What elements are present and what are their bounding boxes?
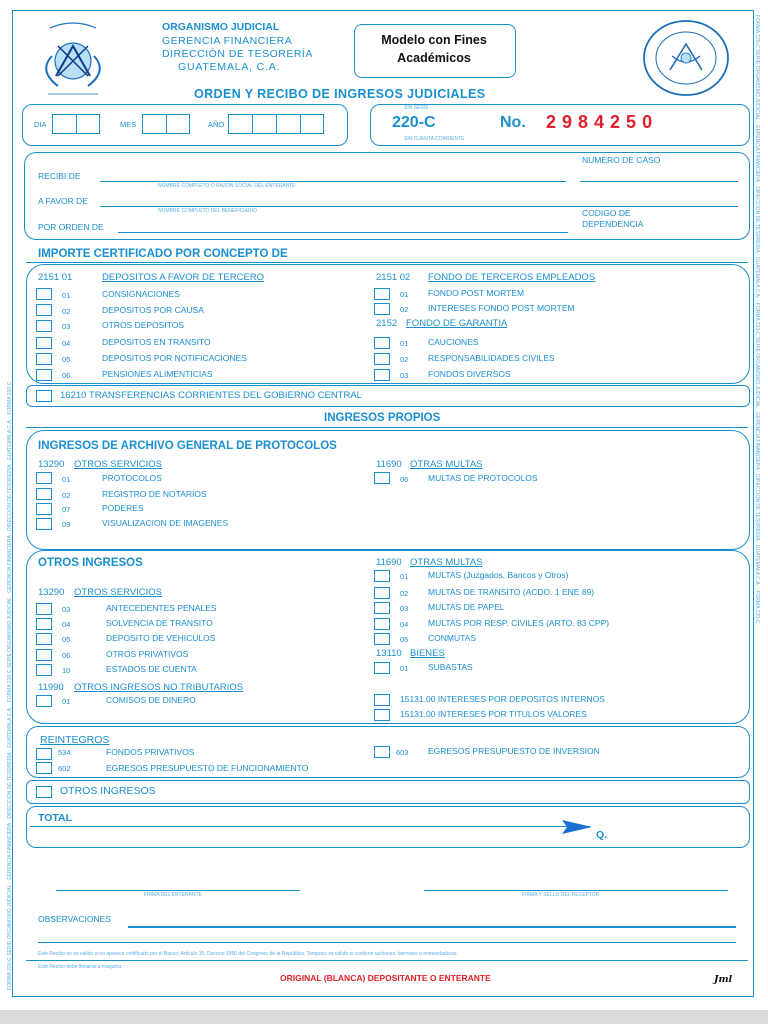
no-trib-code: 11990 bbox=[38, 682, 64, 693]
codigo-label-1: CODIGO DE bbox=[582, 208, 631, 218]
checkbox-conmutas[interactable] bbox=[374, 633, 390, 645]
item-multas-resp-civiles: MULTAS POR RESP. CIVILES (ARTO. 83 CPP) bbox=[428, 618, 610, 628]
checkbox-multas-resp-civiles[interactable] bbox=[374, 618, 390, 630]
total-rule bbox=[30, 826, 590, 827]
observaciones-line-1[interactable] bbox=[128, 926, 736, 928]
footer-rule bbox=[26, 960, 748, 961]
serie-label: SIN SERIE bbox=[404, 105, 429, 111]
item-intereses-post-mortem: INTERESES FONDO POST MORTEM bbox=[428, 303, 575, 313]
item-intereses-depositos: 15131.00 INTERESES POR DEPOSITOS INTERNOS bbox=[400, 694, 605, 704]
checkbox-depositos-notificaciones[interactable] bbox=[36, 353, 52, 365]
checkbox-pensiones[interactable] bbox=[36, 369, 52, 381]
day-field[interactable] bbox=[52, 114, 100, 134]
item-cauciones: CAUCIONES bbox=[428, 337, 479, 347]
reintegros-heading: REINTEGROS bbox=[40, 734, 110, 746]
item-fondos-privativos: FONDOS PRIVATIVOS bbox=[106, 747, 195, 757]
item-deposito-vehiculos: DEPOSITO DE VEHICULOS bbox=[106, 633, 216, 643]
right-microtext: FORMA 220-C SERIE ORGANISMO JUDICIAL · GERENCIA FINANCIERA · DIRECCION DE TESORERIA · GUATEMALA C.A. · FORMA 220-C SERIE ORGANISMO JUDICIAL · GERENCIA FINANCIERA · DIRECCION DE TESORERIA · GUATEMALA C.A. · FORMA 220-C bbox=[754, 15, 760, 624]
checkbox-multas-papel[interactable] bbox=[374, 602, 390, 614]
total-box bbox=[26, 806, 750, 848]
item-subastas: SUBASTAS bbox=[428, 662, 473, 672]
sin-cuenta-label: SIN CUENTA CORRIENTE bbox=[404, 136, 465, 142]
checkbox-antecedentes[interactable] bbox=[36, 603, 52, 615]
archivo-right-code: 11690 bbox=[376, 459, 402, 470]
receipt-number: 2984250 bbox=[546, 112, 659, 132]
model-line-1: Modelo con Fines bbox=[381, 33, 487, 47]
checkbox-fondos-diversos[interactable] bbox=[374, 369, 390, 381]
day-label: DIA bbox=[34, 120, 47, 129]
form-title: ORDEN Y RECIBO DE INGRESOS JUDICIALES bbox=[194, 87, 486, 101]
footer-note-2: Este Recibo debe llenarse a maquina. bbox=[38, 964, 123, 970]
item-visualizacion: VISUALIZACION DE IMAGENES bbox=[102, 518, 229, 528]
checkbox-egresos-funcionamiento[interactable] bbox=[36, 762, 52, 774]
checkbox-solvencia[interactable] bbox=[36, 618, 52, 630]
bienes-title: BIENES bbox=[410, 648, 445, 659]
item-egresos-inversion: EGRESOS PRESUPUESTO DE INVERSION bbox=[428, 746, 600, 756]
transferencias-label: 16210 TRANSFERENCIAS CORRIENTES DEL GOBIERNO CENTRAL bbox=[60, 390, 362, 401]
observaciones-label: OBSERVACIONES bbox=[38, 914, 111, 924]
bottom-band bbox=[0, 1010, 768, 1024]
checkbox-visualizacion[interactable] bbox=[36, 518, 52, 530]
checkbox-otros-ingresos[interactable] bbox=[36, 786, 52, 798]
item-multas-protocolos: MULTAS DE PROTOCOLOS bbox=[428, 473, 538, 483]
item-registro-notarios: REGISTRO DE NOTARIOS bbox=[102, 489, 207, 499]
item-otros-privativos: OTROS PRIVATIVOS bbox=[106, 649, 189, 659]
month-field[interactable] bbox=[142, 114, 190, 134]
right-group2-code: 2152 bbox=[376, 318, 398, 329]
item-consignaciones: CONSIGNACIONES bbox=[102, 289, 180, 299]
coat-of-arms-seal bbox=[28, 16, 118, 98]
left-group-title: DEPOSITOS A FAVOR DE TERCERO bbox=[102, 272, 265, 283]
model-line-2: Académicos bbox=[397, 51, 471, 65]
year-field[interactable] bbox=[228, 114, 324, 134]
por-orden-de-line[interactable] bbox=[118, 232, 568, 233]
checkbox-subastas[interactable] bbox=[374, 662, 390, 674]
no-label: No. bbox=[500, 114, 526, 131]
firma-receptor-label: FIRMA Y SELLO DEL RECEPTOR bbox=[522, 892, 600, 898]
copy-designation: ORIGINAL (BLANCA) DEPOSITANTE O ENTERANTE bbox=[280, 973, 491, 983]
ingresos-propios-rule bbox=[26, 427, 748, 428]
checkbox-consignaciones[interactable] bbox=[36, 288, 52, 300]
form-code: 220-C bbox=[392, 114, 436, 131]
item-otros-depositos: OTROS DEPOSITOS bbox=[102, 320, 185, 330]
item-depositos-transito: DEPOSITOS EN TRANSITO bbox=[102, 337, 211, 347]
item-responsabilidades: RESPONSABILIDADES CIVILES bbox=[428, 353, 555, 363]
item-antecedentes: ANTECEDENTES PENALES bbox=[106, 603, 217, 613]
importe-heading: IMPORTE CERTIFICADO POR CONCEPTO DE bbox=[38, 248, 288, 260]
nombre-beneficiario-hint: NOMBRE COMPLETO DEL BENEFICIARIO bbox=[158, 208, 257, 214]
checkbox-otros-depositos[interactable] bbox=[36, 320, 52, 332]
checkbox-poderes[interactable] bbox=[36, 503, 52, 515]
arrow-right-icon bbox=[562, 818, 592, 841]
checkbox-transferencias[interactable] bbox=[36, 390, 52, 402]
item-multas-juzgados: MULTAS (Juzgados, Bancos y Otros) bbox=[428, 570, 569, 580]
otros-right-code: 11690 bbox=[376, 557, 402, 568]
org-line-1: ORGANISMO JUDICIAL bbox=[162, 21, 280, 33]
firma-receptor-line[interactable] bbox=[424, 890, 728, 891]
item-comisos: COMISOS DE DINERO bbox=[106, 695, 196, 705]
importe-heading-rule bbox=[26, 262, 748, 263]
checkbox-intereses-depositos[interactable] bbox=[374, 694, 390, 706]
org-line-4: GUATEMALA, C.A. bbox=[178, 61, 281, 73]
otros-left-title: OTROS SERVICIOS bbox=[74, 587, 162, 598]
total-currency: Q. bbox=[596, 829, 608, 841]
archivo-right-title: OTRAS MULTAS bbox=[410, 459, 483, 470]
otros-heading: OTROS INGRESOS bbox=[38, 557, 143, 569]
numero-caso-label: NUMERO DE CASO bbox=[582, 155, 661, 165]
checkbox-post-mortem[interactable] bbox=[374, 288, 390, 300]
item-poderes: PODERES bbox=[102, 503, 144, 513]
item-depositos-notificaciones: DEPOSITOS POR NOTIFICACIONES bbox=[102, 353, 247, 363]
left-microtext: FORMA 220-C SERIE ORGANISMO JUDICIAL · GERENCIA FINANCIERA · DIRECCION DE TESORERIA · GUATEMALA C.A. · FORMA 220-C SERIE ORGANISMO JUDICIAL · GERENCIA FINANCIERA · DIRECCION DE TESORERIA · GUATEMALA C.A. · FORMA 220-C bbox=[7, 381, 13, 990]
checkbox-depositos-transito[interactable] bbox=[36, 337, 52, 349]
otros-left-code: 13290 bbox=[38, 587, 65, 598]
checkbox-cauciones[interactable] bbox=[374, 337, 390, 349]
checkbox-depositos-causa[interactable] bbox=[36, 304, 52, 316]
checkbox-otros-privativos[interactable] bbox=[36, 649, 52, 661]
item-estados-cuenta: ESTADOS DE CUENTA bbox=[106, 664, 197, 674]
item-conmutas: CONMUTAS bbox=[428, 633, 477, 643]
checkbox-deposito-vehiculos[interactable] bbox=[36, 633, 52, 645]
item-protocolos: PROTOCOLOS bbox=[102, 473, 162, 483]
item-post-mortem: FONDO POST MORTEM bbox=[428, 288, 525, 298]
right-group2-title: FONDO DE GARANTIA bbox=[406, 318, 508, 329]
checkbox-protocolos[interactable] bbox=[36, 472, 52, 484]
archivo-left-code: 13290 bbox=[38, 459, 65, 470]
firma-enterante-line[interactable] bbox=[56, 890, 300, 891]
a-favor-de-label: A FAVOR DE bbox=[38, 196, 88, 206]
contraloria-stamp bbox=[640, 18, 732, 98]
initials: Jml bbox=[714, 974, 733, 985]
year-label: AÑO bbox=[208, 120, 225, 129]
left-group-code: 2151 01 bbox=[38, 272, 73, 283]
checkbox-comisos[interactable] bbox=[36, 695, 52, 707]
item-pensiones: PENSIONES ALIMENTICIAS bbox=[102, 369, 213, 379]
otros-ingresos-row-label: OTROS INGRESOS bbox=[60, 785, 156, 797]
checkbox-responsabilidades[interactable] bbox=[374, 353, 390, 365]
total-label: TOTAL bbox=[38, 812, 73, 824]
recibi-de-label: RECIBI DE bbox=[38, 171, 81, 181]
month-label: MES bbox=[120, 120, 137, 129]
checkbox-multas-transito[interactable] bbox=[374, 587, 390, 599]
item-multas-papel: MULTAS DE PAPEL bbox=[428, 602, 505, 612]
ingresos-propios-heading: INGRESOS PROPIOS bbox=[324, 412, 441, 424]
checkbox-multas-juzgados[interactable] bbox=[374, 570, 390, 582]
item-depositos-causa: DEPOSITOS POR CAUSA bbox=[102, 305, 204, 315]
a-favor-de-line[interactable] bbox=[100, 206, 738, 207]
firma-enterante-label: FIRMA DEL ENTERANTE bbox=[144, 892, 202, 898]
archivo-left-title: OTROS SERVICIOS bbox=[74, 459, 162, 470]
org-line-2: GERENCIA FINANCIERA bbox=[162, 35, 293, 47]
nombre-enterante-hint: NOMBRE COMPLETO O RAZON SOCIAL DEL ENTERANTE bbox=[158, 183, 296, 189]
archivo-heading: INGRESOS DE ARCHIVO GENERAL DE PROTOCOLOS bbox=[38, 440, 337, 452]
item-intereses-titulos: 15131.00 INTERESES POR TITULOS VALORES bbox=[400, 709, 587, 719]
checkbox-estados-cuenta[interactable] bbox=[36, 664, 52, 676]
checkbox-intereses-post-mortem[interactable] bbox=[374, 303, 390, 315]
item-fondos-diversos: FONDOS DIVERSOS bbox=[428, 369, 511, 379]
checkbox-fondos-privativos[interactable] bbox=[36, 748, 52, 760]
codigo-label-2: DEPENDENCIA bbox=[582, 219, 644, 229]
org-line-3: DIRECCIÓN DE TESORERÍA bbox=[162, 48, 313, 60]
item-multas-transito: MULTAS DE TRANSITO (ACDO. 1 ENE 89) bbox=[428, 587, 595, 597]
item-solvencia: SOLVENCIA DE TRANSITO bbox=[106, 618, 213, 628]
checkbox-intereses-titulos[interactable] bbox=[374, 709, 390, 721]
checkbox-egresos-inversion[interactable] bbox=[374, 746, 390, 758]
numero-caso-line[interactable] bbox=[580, 181, 738, 182]
no-trib-title: OTROS INGRESOS NO TRIBUTARIOS bbox=[74, 682, 244, 693]
checkbox-multas-protocolos[interactable] bbox=[374, 472, 390, 484]
right-group1-title: FONDO DE TERCEROS EMPLEADOS bbox=[428, 272, 596, 283]
bienes-code: 13110 bbox=[376, 648, 402, 659]
por-orden-de-label: POR ORDEN DE bbox=[38, 222, 104, 232]
observaciones-line-2[interactable] bbox=[38, 942, 736, 943]
right-group1-code: 2151 02 bbox=[376, 272, 411, 283]
footer-note-1: Este Recibo no es valido si no aparece certificado por el Banco. Articulo 15, Decreto 1950 del Congreso de la República. Tampoco es valido si contiene tachones, borrones o enmendaduras. bbox=[38, 951, 458, 957]
otros-right-title: OTRAS MULTAS bbox=[410, 557, 483, 568]
item-egresos-funcionamiento: EGRESOS PRESUPUESTO DE FUNCIONAMIENTO bbox=[106, 763, 309, 773]
checkbox-registro-notarios[interactable] bbox=[36, 488, 52, 500]
recibi-de-line[interactable] bbox=[100, 181, 566, 182]
